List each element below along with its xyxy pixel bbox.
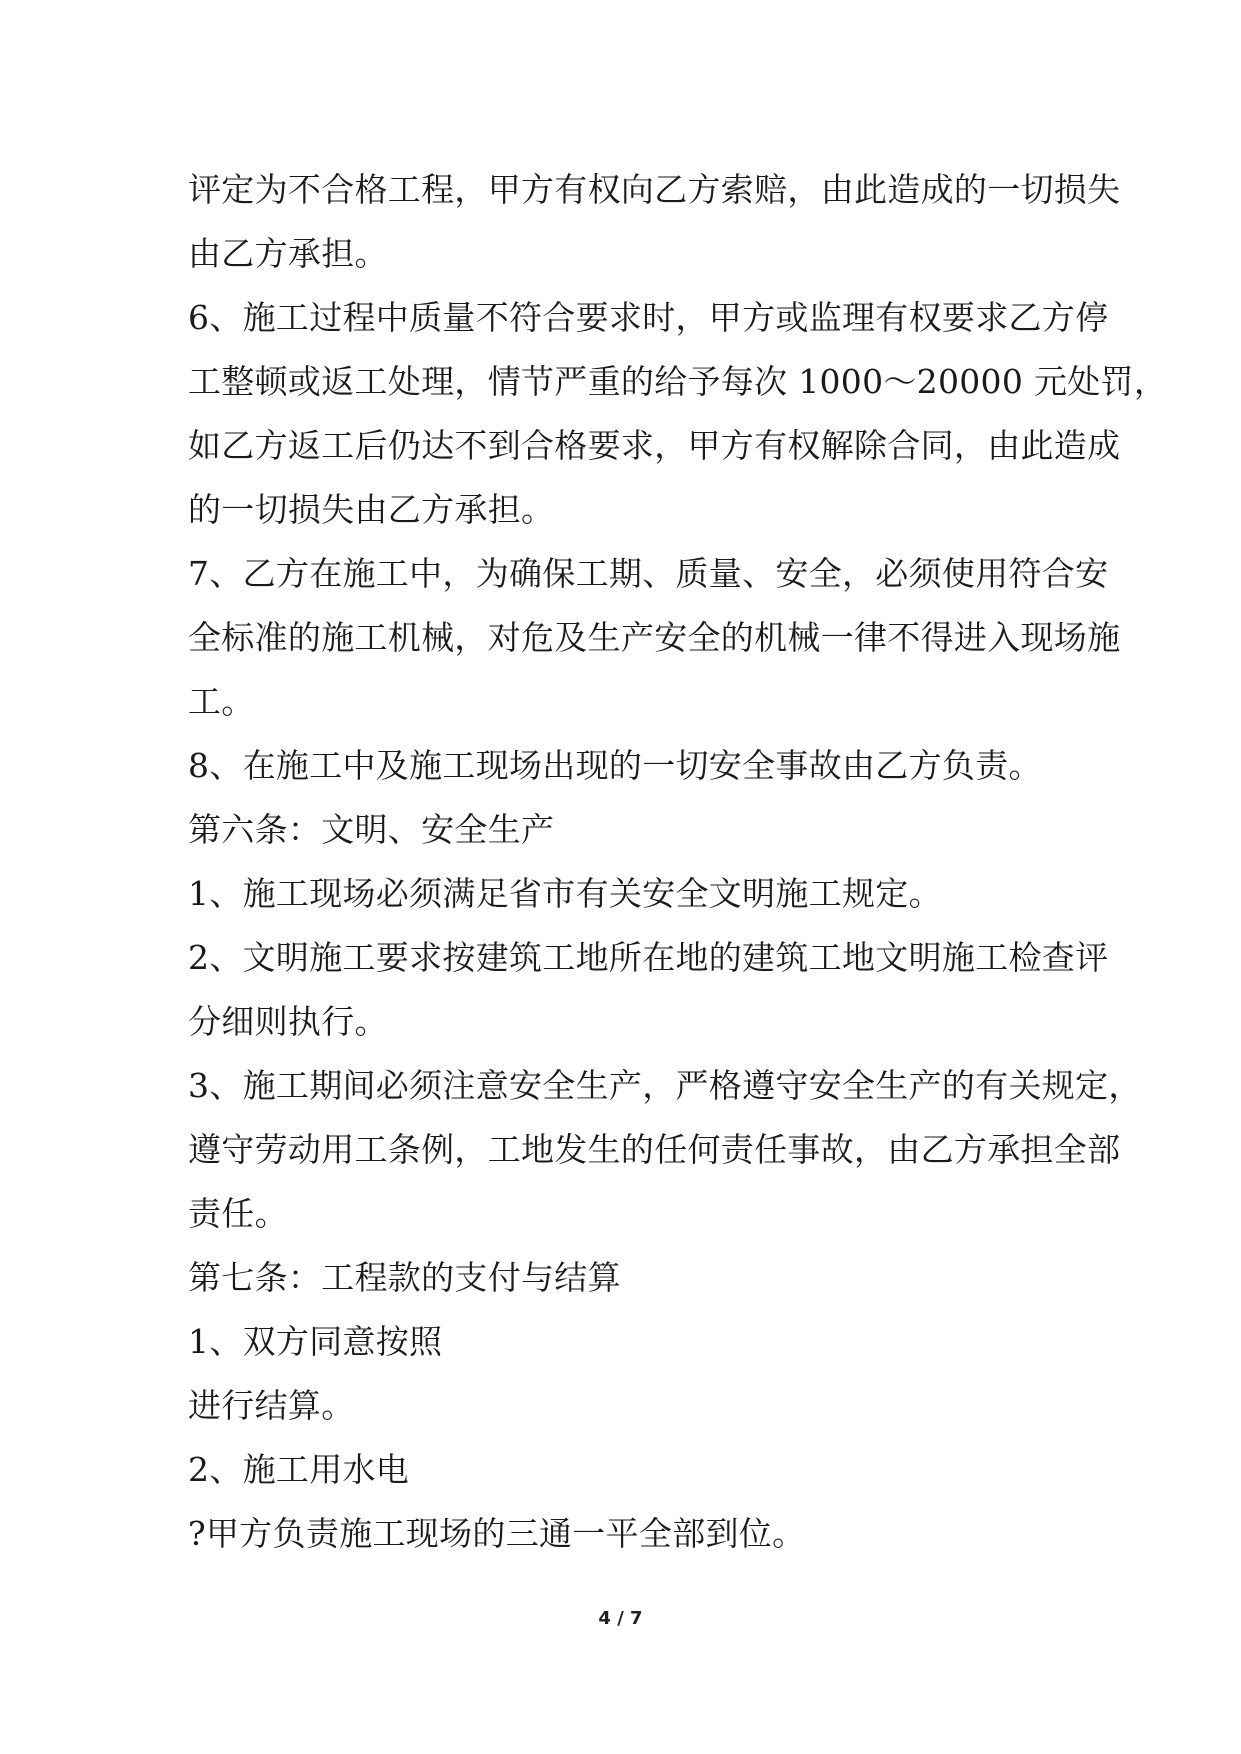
- text-line: 7、乙方在施工中，为确保工期、质量、安全，必须使用符合安: [188, 554, 1109, 593]
- section-heading: 第七条：工程款的支付与结算: [188, 1258, 621, 1297]
- text-line: 分细则执行。: [188, 1002, 388, 1041]
- text-line: 1、施工现场必须满足省市有关安全文明施工规定。: [188, 874, 942, 913]
- text-line: 全标准的施工机械，对危及生产安全的机械一律不得进入现场施: [188, 618, 1121, 657]
- text-line: 遵守劳动用工条例，工地发生的任何责任事故，由乙方承担全部: [188, 1130, 1121, 1169]
- text-line: 工。: [188, 682, 255, 721]
- text-line: 责任。: [188, 1194, 288, 1233]
- text-line: 工整顿或返工处理，情节严重的给予每次 1000～20000 元处罚，: [188, 362, 1168, 401]
- section-heading: 第六条：文明、安全生产: [188, 810, 555, 849]
- text-line: 由乙方承担。: [188, 234, 388, 273]
- page-number: 4 / 7: [598, 1608, 643, 1629]
- text-line: ?甲方负责施工现场的三通一平全部到位。: [188, 1514, 806, 1553]
- text-line: 2、文明施工要求按建筑工地所在地的建筑工地文明施工检查评: [188, 938, 1109, 977]
- text-line: 6、施工过程中质量不符合要求时，甲方或监理有权要求乙方停: [188, 298, 1109, 337]
- text-line: 1、双方同意按照: [188, 1322, 443, 1361]
- text-line: 8、在施工中及施工现场出现的一切安全事故由乙方负责。: [188, 746, 1042, 785]
- text-line: 3、施工期间必须注意安全生产，严格遵守安全生产的有关规定，: [188, 1066, 1142, 1105]
- text-line: 如乙方返工后仍达不到合格要求，甲方有权解除合同，由此造成: [188, 426, 1121, 465]
- text-line: 进行结算。: [188, 1386, 355, 1425]
- text-line: 2、施工用水电: [188, 1450, 410, 1489]
- text-line: 的一切损失由乙方承担。: [188, 490, 555, 529]
- text-line: 评定为不合格工程，甲方有权向乙方索赔，由此造成的一切损失: [188, 170, 1121, 209]
